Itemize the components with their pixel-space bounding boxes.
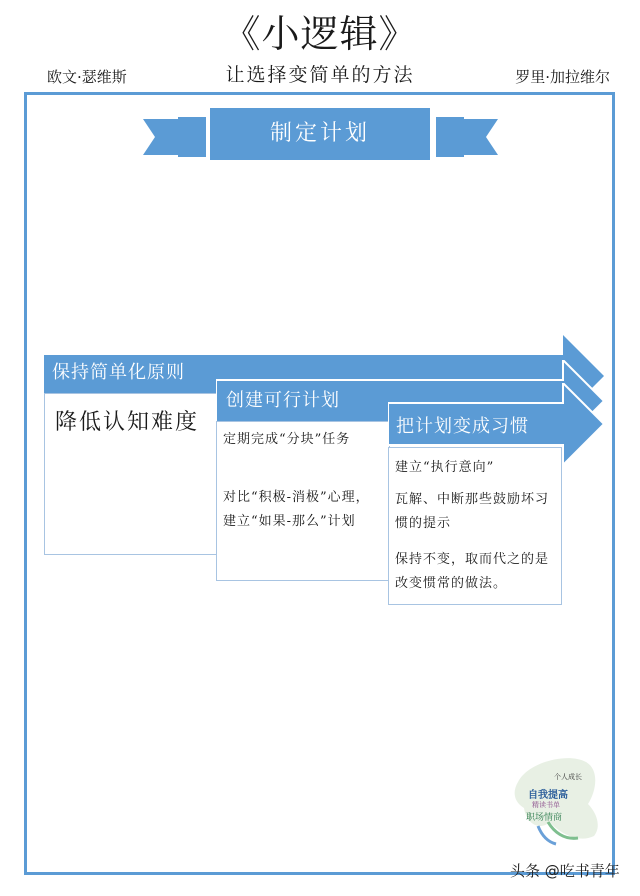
step-3-item-2: 瓦解、中断那些鼓励坏习惯的提示	[395, 492, 550, 531]
word-cloud-logo	[508, 752, 604, 848]
step-3-item-3: 保持不变，取而代之的是改变惯常的做法。	[395, 552, 550, 591]
ribbon-block-left	[178, 117, 206, 157]
step-3-item-1: 建立“执行意向”	[395, 460, 495, 475]
watermark: 头条 @吃书青年	[510, 862, 620, 880]
step-2-item-2: 对比“积极-消极”心理，建立“如果-那么”计划	[223, 490, 370, 529]
author-right: 罗里·加拉维尔	[515, 68, 610, 86]
step-2-label: 创建可行计划	[226, 390, 340, 411]
step-2-card	[216, 421, 390, 581]
step-1-card	[44, 393, 218, 555]
ribbon-tail-right	[462, 119, 498, 155]
subtitle: 让选择变简单的方法	[225, 64, 415, 86]
ribbon-block-right	[436, 117, 464, 157]
step-1-label: 保持简单化原则	[52, 362, 185, 383]
logo-word-3: 职场情商	[526, 813, 563, 823]
section-banner: 制定计划	[210, 108, 430, 160]
step-3-card	[388, 447, 562, 605]
logo-word-4: 精读书单	[532, 801, 560, 809]
ribbon-tail-left	[143, 119, 179, 155]
logo-word-2: 自我提高	[528, 790, 568, 801]
page-title: 《小逻辑》	[222, 12, 418, 56]
logo-word-1: 个人成长	[554, 773, 582, 781]
author-left: 欧文·瑟维斯	[47, 68, 127, 86]
step-2-item-1: 定期完成“分块”任务	[223, 432, 351, 447]
step-3-label: 把计划变成习惯	[396, 416, 529, 437]
step-1-item: 降低认知难度	[55, 410, 200, 435]
